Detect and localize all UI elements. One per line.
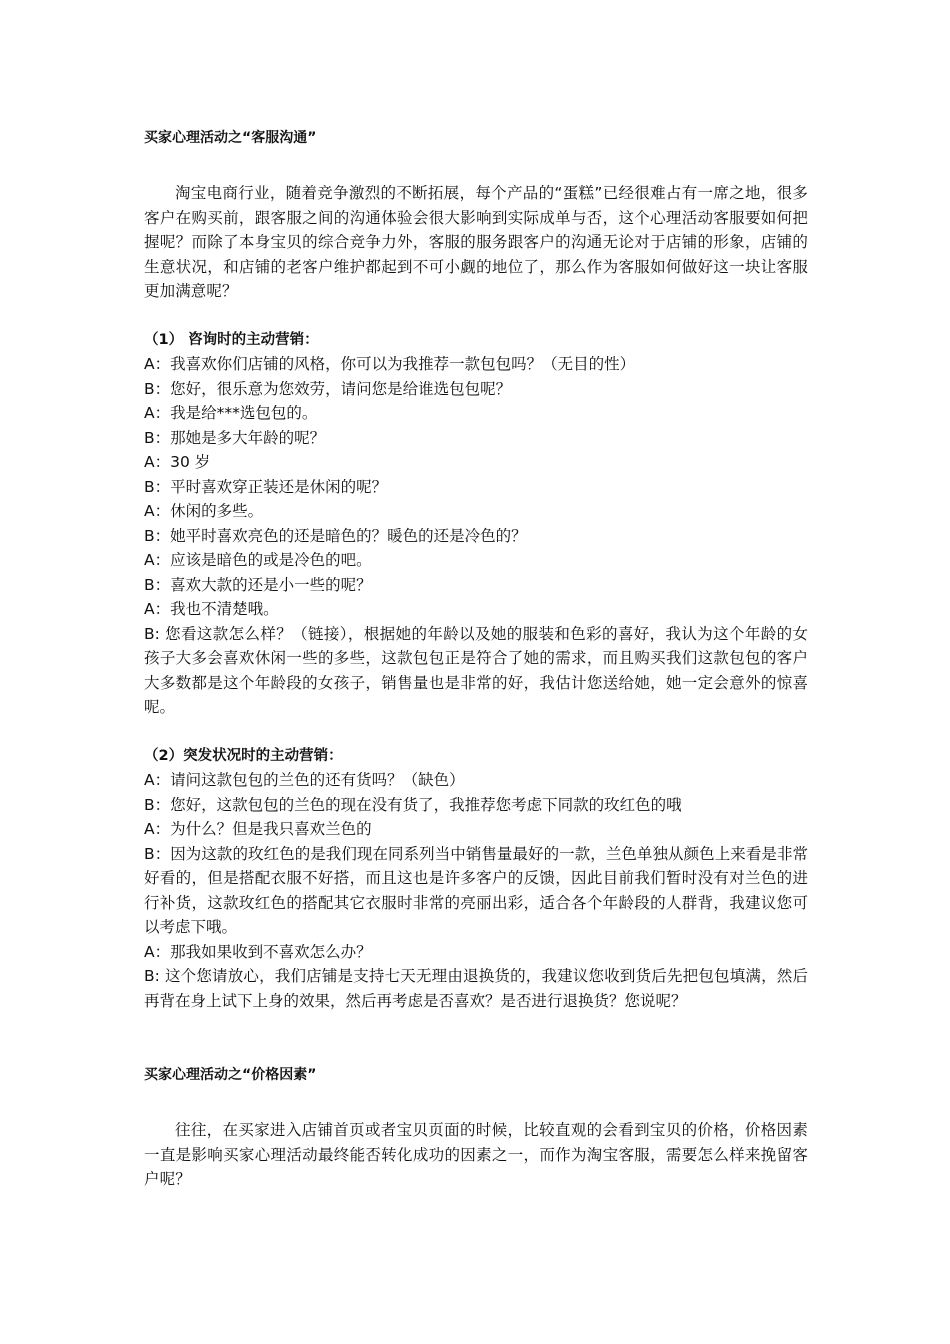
dialogue-line: B：因为这款的玫红色的是我们现在同系列当中销售量最好的一款，兰色单独从颜色上来看是非常好看的，但是搭配衣服不好搭，而且这也是许多客户的反馈，因此目前我们暂时没有对兰色的进行补货，这款玫红色的搭配其它衣服时非常的亮丽出彩，适合各个年龄段的人群背，我建议您可以考虑下哦。 bbox=[144, 844, 808, 936]
dialogue-line: A：请问这款包包的兰色的还有货吗？（缺色） bbox=[144, 771, 465, 789]
dialogue-line: A：我是给***选包包的。 bbox=[144, 404, 318, 422]
dialogue-line: A：应该是暗色的或是冷色的吧。 bbox=[144, 551, 372, 569]
dialogue-line: A：30 岁 bbox=[144, 453, 211, 471]
dialogue-line: A：为什么？但是我只喜欢兰色的 bbox=[144, 820, 372, 838]
spacer bbox=[144, 304, 808, 328]
section1-title: 买家心理活动之“客服沟通” bbox=[144, 130, 317, 146]
case1-dialogue bbox=[144, 352, 808, 720]
dialogue-line: B：她平时喜欢亮色的还是暗色的？暖色的还是冷色的？ bbox=[144, 526, 527, 545]
case2-title: （2）突发状况时的主动营销： bbox=[144, 747, 343, 764]
case2-dialogue bbox=[144, 768, 808, 1013]
spacer bbox=[144, 1087, 808, 1118]
dialogue-line: B：您好，这款包包的兰色的现在没有货了，我推荐您考虑下同款的玫红色的哦 bbox=[144, 795, 682, 814]
dialogue-line: A：我也不清楚哦。 bbox=[144, 600, 279, 618]
dialogue-line: B：您好，很乐意为您效劳，请问您是给谁选包包呢？ bbox=[144, 379, 512, 398]
dialogue-line: A：休闲的多些。 bbox=[144, 502, 264, 520]
dialogue-line: B：喜欢大款的还是小一些的呢？ bbox=[144, 575, 372, 594]
dialogue-line: A：我喜欢你们店铺的风格，你可以为我推荐一款包包吗？（无目的性） bbox=[144, 355, 636, 373]
spacer bbox=[144, 150, 808, 181]
dialogue-line: B: 您看这款怎么样？（链接），根据她的年龄以及她的服装和色彩的喜好，我认为这个年龄的女孩子大多会喜欢休闲一些的多些，这款包包正是符合了她的需求，而且购买我们这款包包的客户大多数都是这个年龄段的女孩子，销售量也是非常的好，我估计您送给她，她一定会意外的惊喜呢。 bbox=[144, 624, 808, 716]
dialogue-line: B: 这个您请放心，我们店铺是支持七天无理由退换货的，我建议您收到货后先把包包填满，然后再背在身上试下上身的效果，然后再考虑是否喜欢？是否进行退换货？您说呢？ bbox=[144, 967, 808, 1010]
dialogue-line: B：平时喜欢穿正装还是休闲的呢？ bbox=[144, 477, 388, 496]
spacer bbox=[144, 1013, 808, 1063]
section1-intro: 淘宝电商行业，随着竞争激烈的不断拓展，每个产品的“蛋糕”已经很难占有一席之地，很多客户在购买前，跟客服之间的沟通体验会很大影响到实际成单与否，这个心理活动客服要如何把握呢？而除了本身宝贝的综合竞争力外，客服的服务跟客户的沟通无论对于店铺的形象，店铺的生意状况，和店铺的老客户维护都起到不可小觑的地位了，那么作为客服如何做好这一块让客服更加满意呢？ bbox=[144, 184, 808, 300]
spacer bbox=[144, 720, 808, 744]
section2-title: 买家心理活动之“价格因素” bbox=[144, 1067, 317, 1083]
document-page bbox=[144, 126, 808, 1192]
case1-title: （1） 咨询时的主动营销： bbox=[144, 331, 319, 348]
dialogue-line: B：那她是多大年龄的呢？ bbox=[144, 428, 326, 447]
section2-intro: 往往，在买家进入店铺首页或者宝贝页面的时候，比较直观的会看到宝贝的价格，价格因素一直是影响买家心理活动最终能否转化成功的因素之一，而作为淘宝客服，需要怎么样来挽留客户呢？ bbox=[144, 1121, 808, 1188]
dialogue-line: A：那我如果收到不喜欢怎么办？ bbox=[144, 942, 372, 961]
